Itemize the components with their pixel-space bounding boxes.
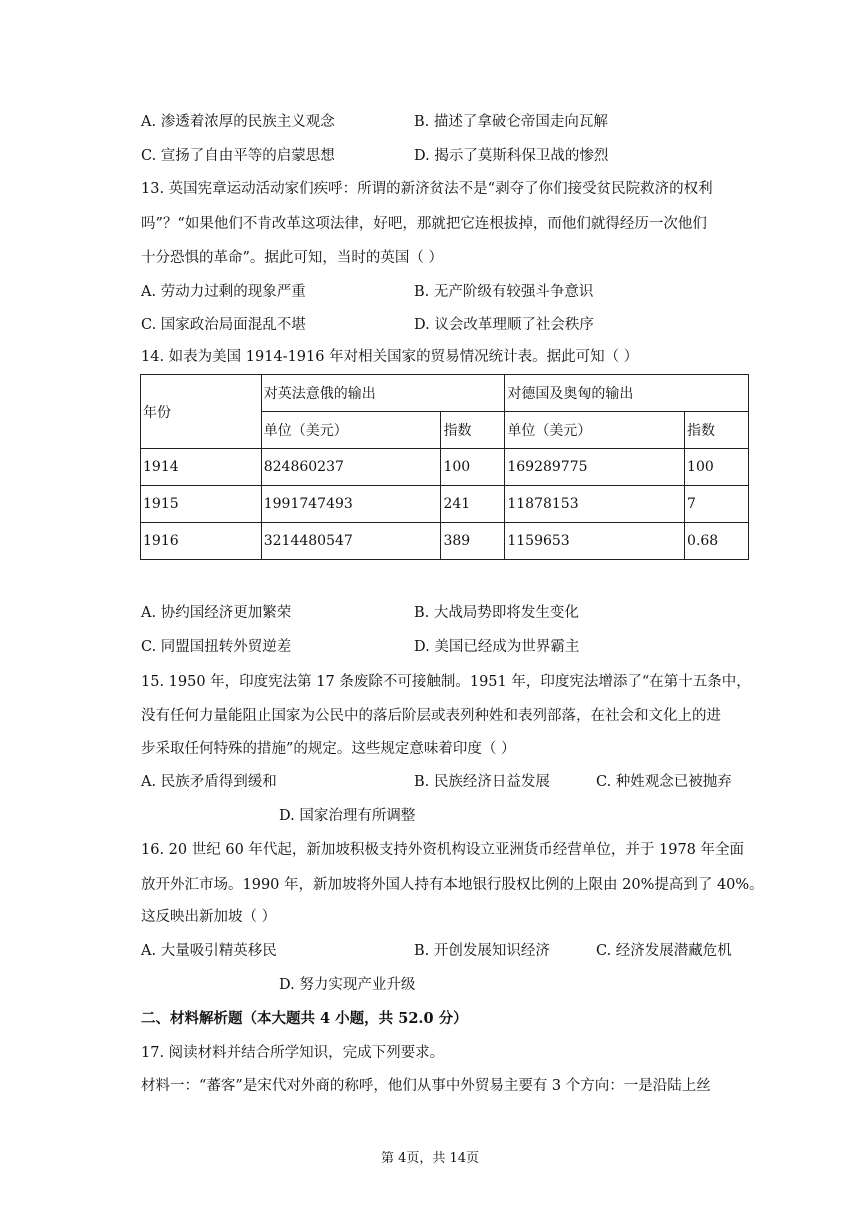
table-cell: 389 bbox=[441, 523, 505, 560]
option-c: C. 同盟国扭转外贸逆差 bbox=[141, 639, 292, 655]
question-16-line-1: 16. 20 世纪 60 年代起，新加坡积极支持外资机构设立亚洲货币经营单位，并于 1978 年全面 bbox=[141, 842, 745, 858]
table-cell: 11878153 bbox=[505, 486, 685, 523]
option-d: D. 美国已经成为世界霸主 bbox=[414, 639, 580, 655]
table-cell: 1915 bbox=[141, 486, 262, 523]
option-a: A. 劳动力过剩的现象严重 bbox=[141, 284, 306, 300]
question-17-material-1: 材料一：“蕃客”是宋代对外商的称呼，他们从事中外贸易主要有 3 个方向：一是沿陆上丝 bbox=[141, 1078, 711, 1094]
option-c: C. 国家政治局面混乱不堪 bbox=[141, 317, 306, 333]
table-header-group-2: 对德国及奥匈的输出 bbox=[505, 375, 749, 412]
question-13-line-2: 吗”？“如果他们不肯改革这项法律，好吧，那就把它连根拔掉，而他们就得经历一次他们 bbox=[141, 216, 707, 232]
question-15-line-1: 15. 1950 年，印度宪法第 17 条废除不可接触制。1951 年，印度宪法增添了“在第十五条中， bbox=[141, 674, 751, 690]
option-b: B. 大战局势即将发生变化 bbox=[414, 605, 579, 621]
table-cell: 1914 bbox=[141, 449, 262, 486]
option-a: A. 协约国经济更加繁荣 bbox=[141, 605, 292, 621]
question-16-line-3: 这反映出新加坡（ ） bbox=[141, 909, 277, 925]
question-15-line-3: 步采取任何特殊的措施”的规定。这些规定意味着印度（ ） bbox=[141, 741, 516, 757]
table-cell: 1916 bbox=[141, 523, 262, 560]
option-a: A. 大量吸引精英移民 bbox=[141, 943, 277, 959]
option-a: A. 渗透着浓厚的民族主义观念 bbox=[141, 114, 335, 130]
table-cell: 169289775 bbox=[505, 449, 685, 486]
option-d: D. 揭示了莫斯科保卫战的惨烈 bbox=[414, 148, 609, 164]
table-header-unit: 单位（美元） bbox=[505, 412, 685, 449]
table-cell: 1159653 bbox=[505, 523, 685, 560]
page-footer: 第 4页，共 14页 bbox=[380, 1151, 480, 1166]
option-a: A. 民族矛盾得到缓和 bbox=[141, 774, 277, 790]
option-c: C. 种姓观念已被抛弃 bbox=[596, 774, 732, 790]
option-b: B. 无产阶级有较强斗争意识 bbox=[414, 284, 594, 300]
question-13-line-1: 13. 英国宪章运动活动家们疾呼：所谓的新济贫法不是“剥夺了你们接受贫民院救济的权利 bbox=[141, 181, 713, 197]
question-13-line-3: 十分恐惧的革命”。据此可知，当时的英国（ ） bbox=[141, 250, 444, 266]
section-heading: 二、材料解析题（本大题共 4 小题，共 52.0 分） bbox=[141, 1010, 468, 1027]
table-header-year: 年份 bbox=[141, 375, 262, 449]
option-d: D. 议会改革理顺了社会秩序 bbox=[414, 317, 594, 333]
question-14-stem: 14. 如表为美国 1914-1916 年对相关国家的贸易情况统计表。据此可知（ ） bbox=[141, 349, 639, 365]
table-cell: 3214480547 bbox=[261, 523, 441, 560]
question-17-stem: 17. 阅读材料并结合所学知识，完成下列要求。 bbox=[141, 1045, 445, 1061]
table-header-index: 指数 bbox=[685, 412, 749, 449]
option-b: B. 描述了拿破仑帝国走向瓦解 bbox=[414, 114, 608, 130]
table-cell: 824860237 bbox=[261, 449, 441, 486]
question-16-line-2: 放开外汇市场。1990 年，新加坡将外国人持有本地银行股权比例的上限由 20%提高到了 40%。 bbox=[141, 877, 764, 893]
table-row bbox=[141, 449, 749, 486]
table-cell: 241 bbox=[441, 486, 505, 523]
table-header-index: 指数 bbox=[441, 412, 505, 449]
table-cell: 1991747493 bbox=[261, 486, 441, 523]
trade-statistics-table bbox=[140, 374, 749, 560]
option-c: C. 经济发展潜藏危机 bbox=[596, 943, 732, 959]
option-d: D. 国家治理有所调整 bbox=[279, 808, 416, 824]
table-header-group-1: 对英法意俄的输出 bbox=[261, 375, 505, 412]
option-b: B. 民族经济日益发展 bbox=[414, 774, 550, 790]
table-row bbox=[141, 486, 749, 523]
table-cell: 7 bbox=[685, 486, 749, 523]
question-15-line-2: 没有任何力量能阻止国家为公民中的落后阶层或表列种姓和表列部落，在社会和文化上的进 bbox=[141, 708, 721, 724]
table-header-unit: 单位（美元） bbox=[261, 412, 441, 449]
option-d: D. 努力实现产业升级 bbox=[279, 977, 416, 993]
table-cell: 0.68 bbox=[685, 523, 749, 560]
table-cell: 100 bbox=[685, 449, 749, 486]
option-b: B. 开创发展知识经济 bbox=[414, 943, 550, 959]
table-row bbox=[141, 523, 749, 560]
table-cell: 100 bbox=[441, 449, 505, 486]
option-c: C. 宣扬了自由平等的启蒙思想 bbox=[141, 148, 335, 164]
